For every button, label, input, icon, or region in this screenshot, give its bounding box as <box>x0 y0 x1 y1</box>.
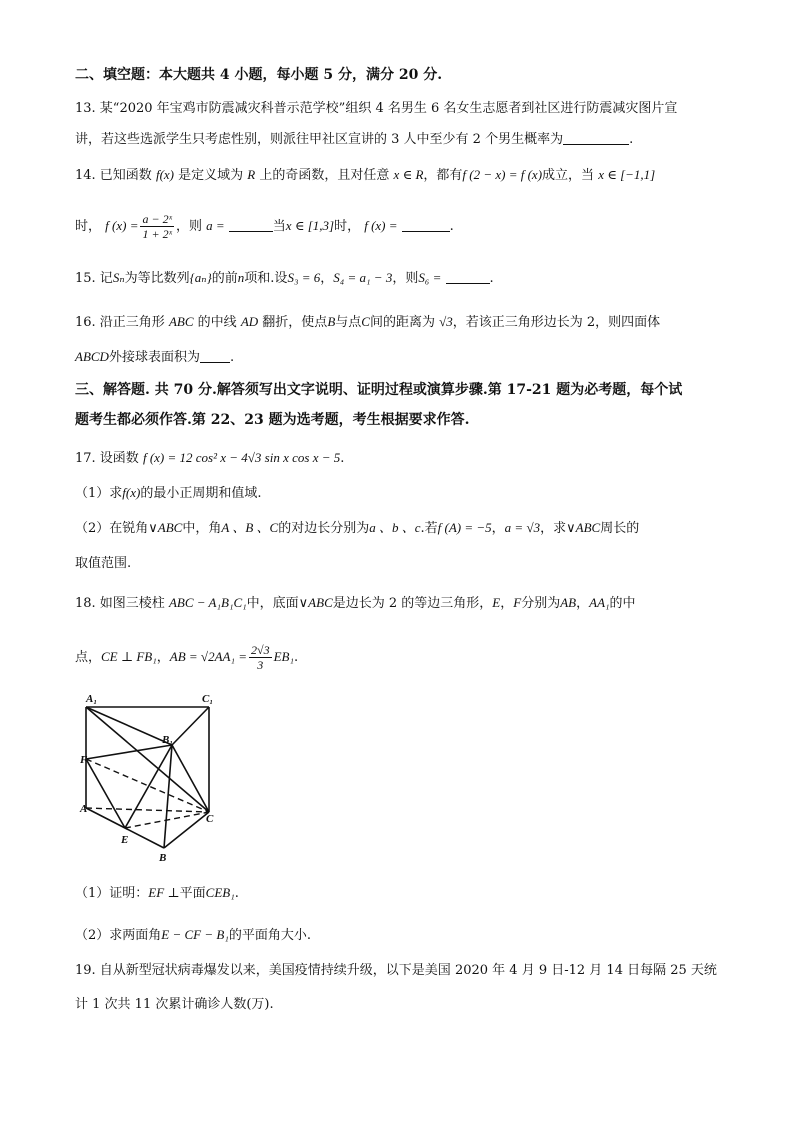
math-E: E <box>492 595 501 610</box>
math-eq: AB = √2AA₁ = <box>169 649 247 664</box>
q19-line1: 19. 自从新型冠状病毒爆发以来，美国疫情持续升级，以下是美国 2020 年 4 月 9 日-12 月 14 日每隔 25 天统 <box>75 963 717 978</box>
q17-part2 <box>75 519 639 538</box>
math-perp: CE ⊥ FB₁ <box>101 649 157 664</box>
q15-text: 的前 <box>211 271 238 286</box>
label-C1: C₁ <box>202 693 214 705</box>
math-cond: a = √3 <box>504 520 541 535</box>
label-F: F <box>80 754 88 766</box>
segment-FB1 <box>86 745 172 759</box>
fraction-denominator: 3 <box>257 658 264 672</box>
q14-text: ，都有 <box>423 168 463 183</box>
fraction-denominator: 1 + 2ˣ <box>142 227 172 241</box>
q15-text: ， <box>320 271 334 286</box>
q16-text: 的中线 <box>197 315 237 330</box>
math-AD: AD <box>240 314 259 329</box>
math-n: n <box>237 270 245 285</box>
q18-text: （1）证明： <box>75 886 149 901</box>
q14-line2: 时， f (x) = $\frac{\text{a − 2ˣ}}{\text{1 + 2ˣ}}$ ，则 a = 当x ∈ [1,3]时， f (x) = . <box>75 212 454 241</box>
q16-text: 外接球表面积为 <box>108 350 200 365</box>
fraction-numerator: a − 2ˣ <box>142 212 172 226</box>
q17-text: （1）求 <box>75 486 123 501</box>
q17-text: 周长的 <box>600 521 640 536</box>
q14-text: ，则 <box>175 219 202 234</box>
q13-line2: 讲，若这些选派学生只考虑性别，则派往甲社区宣讲的 3 人中至少有 2 个男生概率为 . <box>75 132 634 147</box>
edge-B1B <box>164 745 172 848</box>
math-cond: f (A) = −5 <box>437 520 492 535</box>
q18-text: 的平面角大小. <box>228 928 311 943</box>
label-A1: A₁ <box>86 693 98 705</box>
q16-text: 与点 <box>335 315 362 330</box>
segment-EB1 <box>125 745 172 828</box>
section-3-title-line1: 三、解答题. 共 70 分.解答须写出文字说明、证明过程或演算步骤.第 17-21 题为必考题，每个试 <box>75 382 683 398</box>
math-triangle: ∨ABC <box>566 520 601 535</box>
math-angles: A 、B 、C <box>221 520 279 535</box>
math-S6: S₆ = <box>418 270 442 285</box>
math-S3: S₃ = 6 <box>287 270 321 285</box>
q17-part1 <box>75 484 261 503</box>
math-R: R <box>247 167 256 182</box>
q18-part1 <box>75 884 239 903</box>
q14-text: 当 <box>272 219 286 234</box>
q14-text: 上的奇函数，且对任意 <box>259 168 390 183</box>
edge-A1B1 <box>86 707 172 745</box>
q14-text: 成立，当 <box>542 168 595 183</box>
math-fx: f (x) = <box>105 218 139 233</box>
q17-text: ，求 <box>540 521 567 536</box>
q15-text: 项和.设 <box>244 271 288 286</box>
label-C: C <box>206 813 214 825</box>
math-S4: S₄ = a₁ − 3 <box>333 270 393 285</box>
math-EF-perp: EF ⊥ <box>148 885 180 900</box>
q16-text: ，若该正三角形边长为 2，则四面体 <box>452 315 661 330</box>
math-C: C <box>361 314 370 329</box>
q18-part2 <box>75 926 311 945</box>
math-a: a = <box>206 218 225 233</box>
math-B: B <box>327 314 336 329</box>
q14-line1 <box>75 166 655 185</box>
answer-blank <box>446 271 490 284</box>
dashed-FC <box>86 759 209 812</box>
label-A: A <box>80 803 88 815</box>
q18-text: ， <box>576 596 590 611</box>
label-E: E <box>121 834 129 846</box>
math-Sn: Sₙ <box>112 270 125 285</box>
q18-text: 点， <box>75 650 102 665</box>
math-ABC: ABC <box>168 314 194 329</box>
prism-figure <box>70 690 230 865</box>
q18-text: ， <box>500 596 514 611</box>
q17-text: 中，角 <box>182 521 222 536</box>
answer-blank <box>402 219 450 232</box>
math-an: {aₙ} <box>189 270 212 285</box>
q19-line2: 计 1 次共 11 次累计确诊人数(万). <box>75 997 274 1012</box>
q17-text: 的最小正周期和值域. <box>140 486 262 501</box>
q16-line1 <box>75 313 660 332</box>
q16-text: 16. 沿正三角形 <box>75 315 165 330</box>
q18-text: 是边长为 2 的等边三角形， <box>332 596 493 611</box>
q17-text: 的对边长分别为 <box>278 521 370 536</box>
math-triangle: ∨ABC <box>148 520 183 535</box>
section-2-title: 二、填空题：本大题共 4 小题，每小题 5 分，满分 20 分. <box>75 67 443 83</box>
q15-text: 为等比数列 <box>124 271 190 286</box>
q14-text: 时， <box>334 219 361 234</box>
q18-text: 平面 <box>179 886 206 901</box>
fraction <box>249 643 272 672</box>
q18-text: 中，底面 <box>246 596 299 611</box>
math-cond: f (2 − x) = f (x) <box>462 167 543 182</box>
q17-text: （2）在锐角 <box>75 521 149 536</box>
q18-line1 <box>75 594 636 613</box>
q14-text: 是定义域为 <box>178 168 244 183</box>
dashed-AC <box>86 808 209 812</box>
q17-text: ， <box>491 521 505 536</box>
math-fx: f(x) <box>122 485 141 500</box>
q18-text: （2）求两面角 <box>75 928 162 943</box>
q17-text: .若 <box>420 521 438 536</box>
label-B1: B₁ <box>162 734 174 746</box>
q13-text: 讲，若这些选派学生只考虑性别，则派往甲社区宣讲的 3 人中至少有 2 个男生概率为 <box>75 132 564 147</box>
section-3-title-line2: 题考生都必须作答.第 22、23 题为选考题，考生根据要求作答. <box>75 412 470 428</box>
math-sqrt3: √3 <box>439 314 453 329</box>
q17-part2-cont: 取值范围. <box>75 556 132 571</box>
math-triangle: ∨ABC <box>298 595 333 610</box>
q15-text: ，则 <box>392 271 419 286</box>
fraction-numerator: 2√3 <box>251 643 270 657</box>
math-ABCD: ABCD <box>75 349 109 364</box>
q17-text: 17. 设函数 <box>75 451 139 466</box>
label-B: B <box>159 852 167 864</box>
segment-B1C <box>172 745 209 812</box>
q17-text: . <box>340 451 345 466</box>
q14-text: 14. 已知函数 <box>75 168 152 183</box>
q18-text: . <box>294 650 299 665</box>
answer-blank <box>200 350 230 363</box>
q18-text: ， <box>156 650 170 665</box>
q18-text: 的中 <box>609 596 636 611</box>
q18-line2 <box>75 643 298 672</box>
q16-line2: ABCD外接球表面积为 . <box>75 349 235 365</box>
answer-blank <box>229 219 273 232</box>
edge-BC <box>164 812 209 848</box>
math-fx: f (x) = <box>364 218 398 233</box>
fraction <box>140 212 173 241</box>
math-AA1: AA₁ <box>589 595 610 610</box>
math-F: F <box>513 595 522 610</box>
segment-A1C <box>86 707 209 812</box>
q16-text: 翻折，使点 <box>262 315 328 330</box>
answer-blank <box>563 132 629 145</box>
edge-C1B1 <box>172 707 209 745</box>
q15-text: 15. 记 <box>75 271 113 286</box>
math-prism: ABC − A₁B₁C₁ <box>168 595 247 610</box>
q13-line1: 13. 某“2020 年宝鸡市防震减灾科普示范学校”组织 4 名男生 6 名女生志愿者到社区进行防震减灾图片宣 <box>75 101 678 116</box>
q18-text: 分别为 <box>521 596 561 611</box>
math-fx: f(x) <box>155 167 174 182</box>
math-sides: a 、b 、c <box>369 520 421 535</box>
q18-text: . <box>234 886 239 901</box>
q15-line: 15. 记Sₙ为等比数列{aₙ}的前n项和.设S₃ = 6，S₄ = a₁ − 3，则S₆ = . <box>75 270 494 286</box>
math-AB: AB <box>560 595 577 610</box>
math-CEB1: CEB₁ <box>205 885 235 900</box>
q17-line1 <box>75 449 344 468</box>
math-function: f (x) = 12 cos² x − 4√3 sin x cos x − 5 <box>142 450 341 465</box>
math-dihedral: E − CF − B₁ <box>161 927 229 942</box>
math-cond: x ∈ R <box>393 167 424 182</box>
q18-text: 18. 如图三棱柱 <box>75 596 165 611</box>
math-cond: x ∈ [−1,1] <box>598 167 656 182</box>
math-EB1: EB₁ <box>273 649 294 664</box>
q14-text: 时， <box>75 219 102 234</box>
q16-text: 间的距离为 <box>369 315 435 330</box>
math-cond: x ∈ [1,3] <box>285 218 335 233</box>
